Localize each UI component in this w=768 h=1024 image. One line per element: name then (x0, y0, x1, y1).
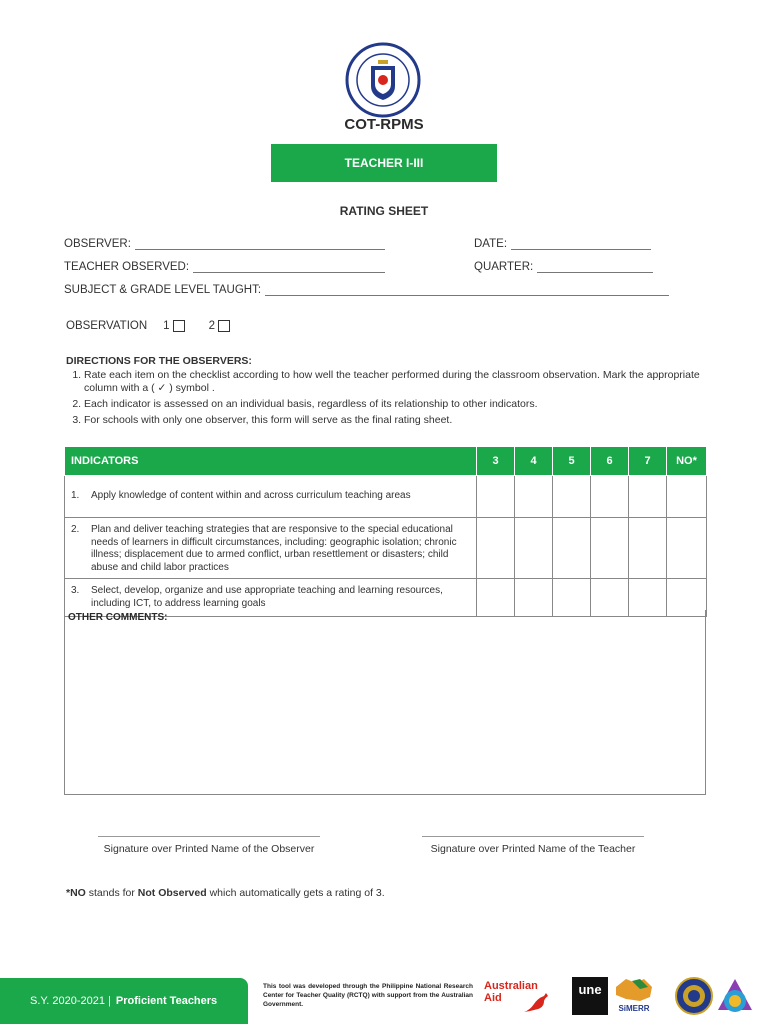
teacher-signature-label: Signature over Printed Name of the Teacher (430, 843, 636, 855)
kangaroo-icon (520, 992, 550, 1014)
university-seal-icon (674, 976, 714, 1016)
indicator-cell (65, 518, 477, 579)
credit-text: This tool was developed through the Philippine National Research Center for Teacher Quality (RCTQ) with support from the Australian Government. (263, 983, 473, 1008)
observation-row (66, 320, 230, 332)
australian-aid-logo (484, 980, 556, 1014)
rctq-logo-icon (714, 976, 756, 1018)
observer-signature-label: Signature over Printed Name of the Observer (103, 843, 315, 855)
indicator-number: 1. (71, 490, 80, 501)
directions-list (66, 369, 706, 427)
aid-word: Aid (484, 992, 502, 1004)
column-header: 4 (515, 447, 553, 476)
footnote-end: which automatically gets a rating of 3. (206, 887, 385, 899)
indicator-number: 2. (71, 524, 80, 535)
observation-label: OBSERVATION (66, 320, 148, 332)
directions-heading: DIRECTIONS FOR THE OBSERVERS: (66, 355, 252, 367)
quarter-label: QUARTER: (474, 261, 534, 273)
deped-seal-icon (345, 42, 421, 118)
subject-label: SUBJECT & GRADE LEVEL TAUGHT: (64, 284, 262, 296)
observer-signature-line[interactable] (98, 836, 320, 837)
date-field (474, 237, 651, 250)
teacher-observed-line[interactable] (193, 260, 385, 273)
footnote (66, 887, 385, 899)
observation-1-checkbox[interactable] (173, 320, 185, 332)
rating-cell[interactable] (515, 476, 553, 518)
date-line[interactable] (511, 237, 651, 250)
column-header: 3 (477, 447, 515, 476)
rating-cell[interactable] (667, 476, 707, 518)
simerr-word: SiMERR (618, 1004, 650, 1013)
quarter-field (474, 260, 653, 273)
subject-line[interactable] (265, 283, 669, 296)
footer-bar (0, 978, 248, 1024)
observation-option-1-label: 1 (163, 320, 170, 332)
observation-option-2-label: 2 (208, 320, 215, 332)
rating-cell[interactable] (629, 518, 667, 579)
teacher-observed-field (64, 260, 385, 273)
rating-cell[interactable] (591, 476, 629, 518)
observer-line[interactable] (135, 237, 385, 250)
une-word: une (578, 982, 602, 997)
indicator-text: Apply knowledge of content within and across curriculum teaching areas (91, 490, 411, 501)
rating-cell[interactable] (477, 476, 515, 518)
observer-signature (98, 836, 320, 855)
direction-item: 1. Rate each item on the checklist according to how well the teacher performed during the classroom observation. Mark the appropriate column with a ( ✓ ) symbol . (84, 369, 706, 395)
date-label: DATE: (474, 238, 508, 250)
school-year: S.Y. 2020-2021 (30, 995, 106, 1007)
simerr-logo (612, 977, 656, 1015)
australian-word: Australian (484, 980, 538, 992)
rating-cell[interactable] (553, 518, 591, 579)
footnote-star: * (66, 887, 71, 899)
directions-section (66, 355, 706, 430)
column-header: 5 (553, 447, 591, 476)
table-header-row (65, 447, 707, 476)
indicator-number: 3. (71, 585, 80, 596)
quarter-line[interactable] (537, 260, 653, 273)
rating-cell[interactable] (667, 518, 707, 579)
table-row (65, 518, 707, 579)
teacher-signature (422, 836, 644, 855)
observer-label: OBSERVER: (64, 238, 131, 250)
footnote-not-observed: Not Observed (137, 887, 207, 899)
rating-cell[interactable] (553, 476, 591, 518)
document-title: COT-RPMS (344, 116, 424, 133)
footer-separator: | (108, 995, 111, 1007)
indicator-text: Plan and deliver teaching strategies that are responsive to the special educational needs of learners in difficult circumstances, including: geographic isolation; chronic illness; displacement due to armed conflict, urban resettlement or disasters; child abuse and child labor practices (91, 524, 457, 573)
teacher-level-banner: TEACHER I-III (271, 144, 497, 182)
direction-item: 2. Each indicator is assessed on an individual basis, regardless of its relationship to other indicators. (84, 398, 706, 411)
indicator-text: Select, develop, organize and use appropriate teaching and learning resources, including ICT, to address learning goals (91, 585, 443, 609)
rating-cell[interactable] (629, 476, 667, 518)
rating-cell[interactable] (477, 518, 515, 579)
other-comments-label: OTHER COMMENTS: (68, 612, 168, 623)
footnote-no: NO (70, 887, 86, 899)
column-header: NO* (667, 447, 707, 476)
other-comments-box[interactable] (64, 610, 706, 795)
proficient-teachers-label: Proficient Teachers (115, 995, 218, 1007)
column-header: 7 (629, 447, 667, 476)
teacher-observed-label: TEACHER OBSERVED: (64, 261, 190, 273)
indicator-cell (65, 476, 477, 518)
teacher-signature-line[interactable] (422, 836, 644, 837)
subject-field (64, 283, 669, 296)
rating-cell[interactable] (591, 518, 629, 579)
rating-sheet-title: RATING SHEET (339, 204, 429, 218)
footnote-mid: stands for (85, 887, 138, 899)
direction-item: 3. For schools with only one observer, this form will serve as the final rating sheet. (84, 414, 706, 427)
table-row (65, 476, 707, 518)
observation-2-checkbox[interactable] (218, 320, 230, 332)
indicators-header: INDICATORS (65, 447, 477, 476)
indicators-table (64, 446, 707, 617)
australia-map-icon (612, 977, 656, 1003)
rating-cell[interactable] (515, 518, 553, 579)
observer-field (64, 237, 385, 250)
une-logo (572, 977, 608, 1015)
column-header: 6 (591, 447, 629, 476)
